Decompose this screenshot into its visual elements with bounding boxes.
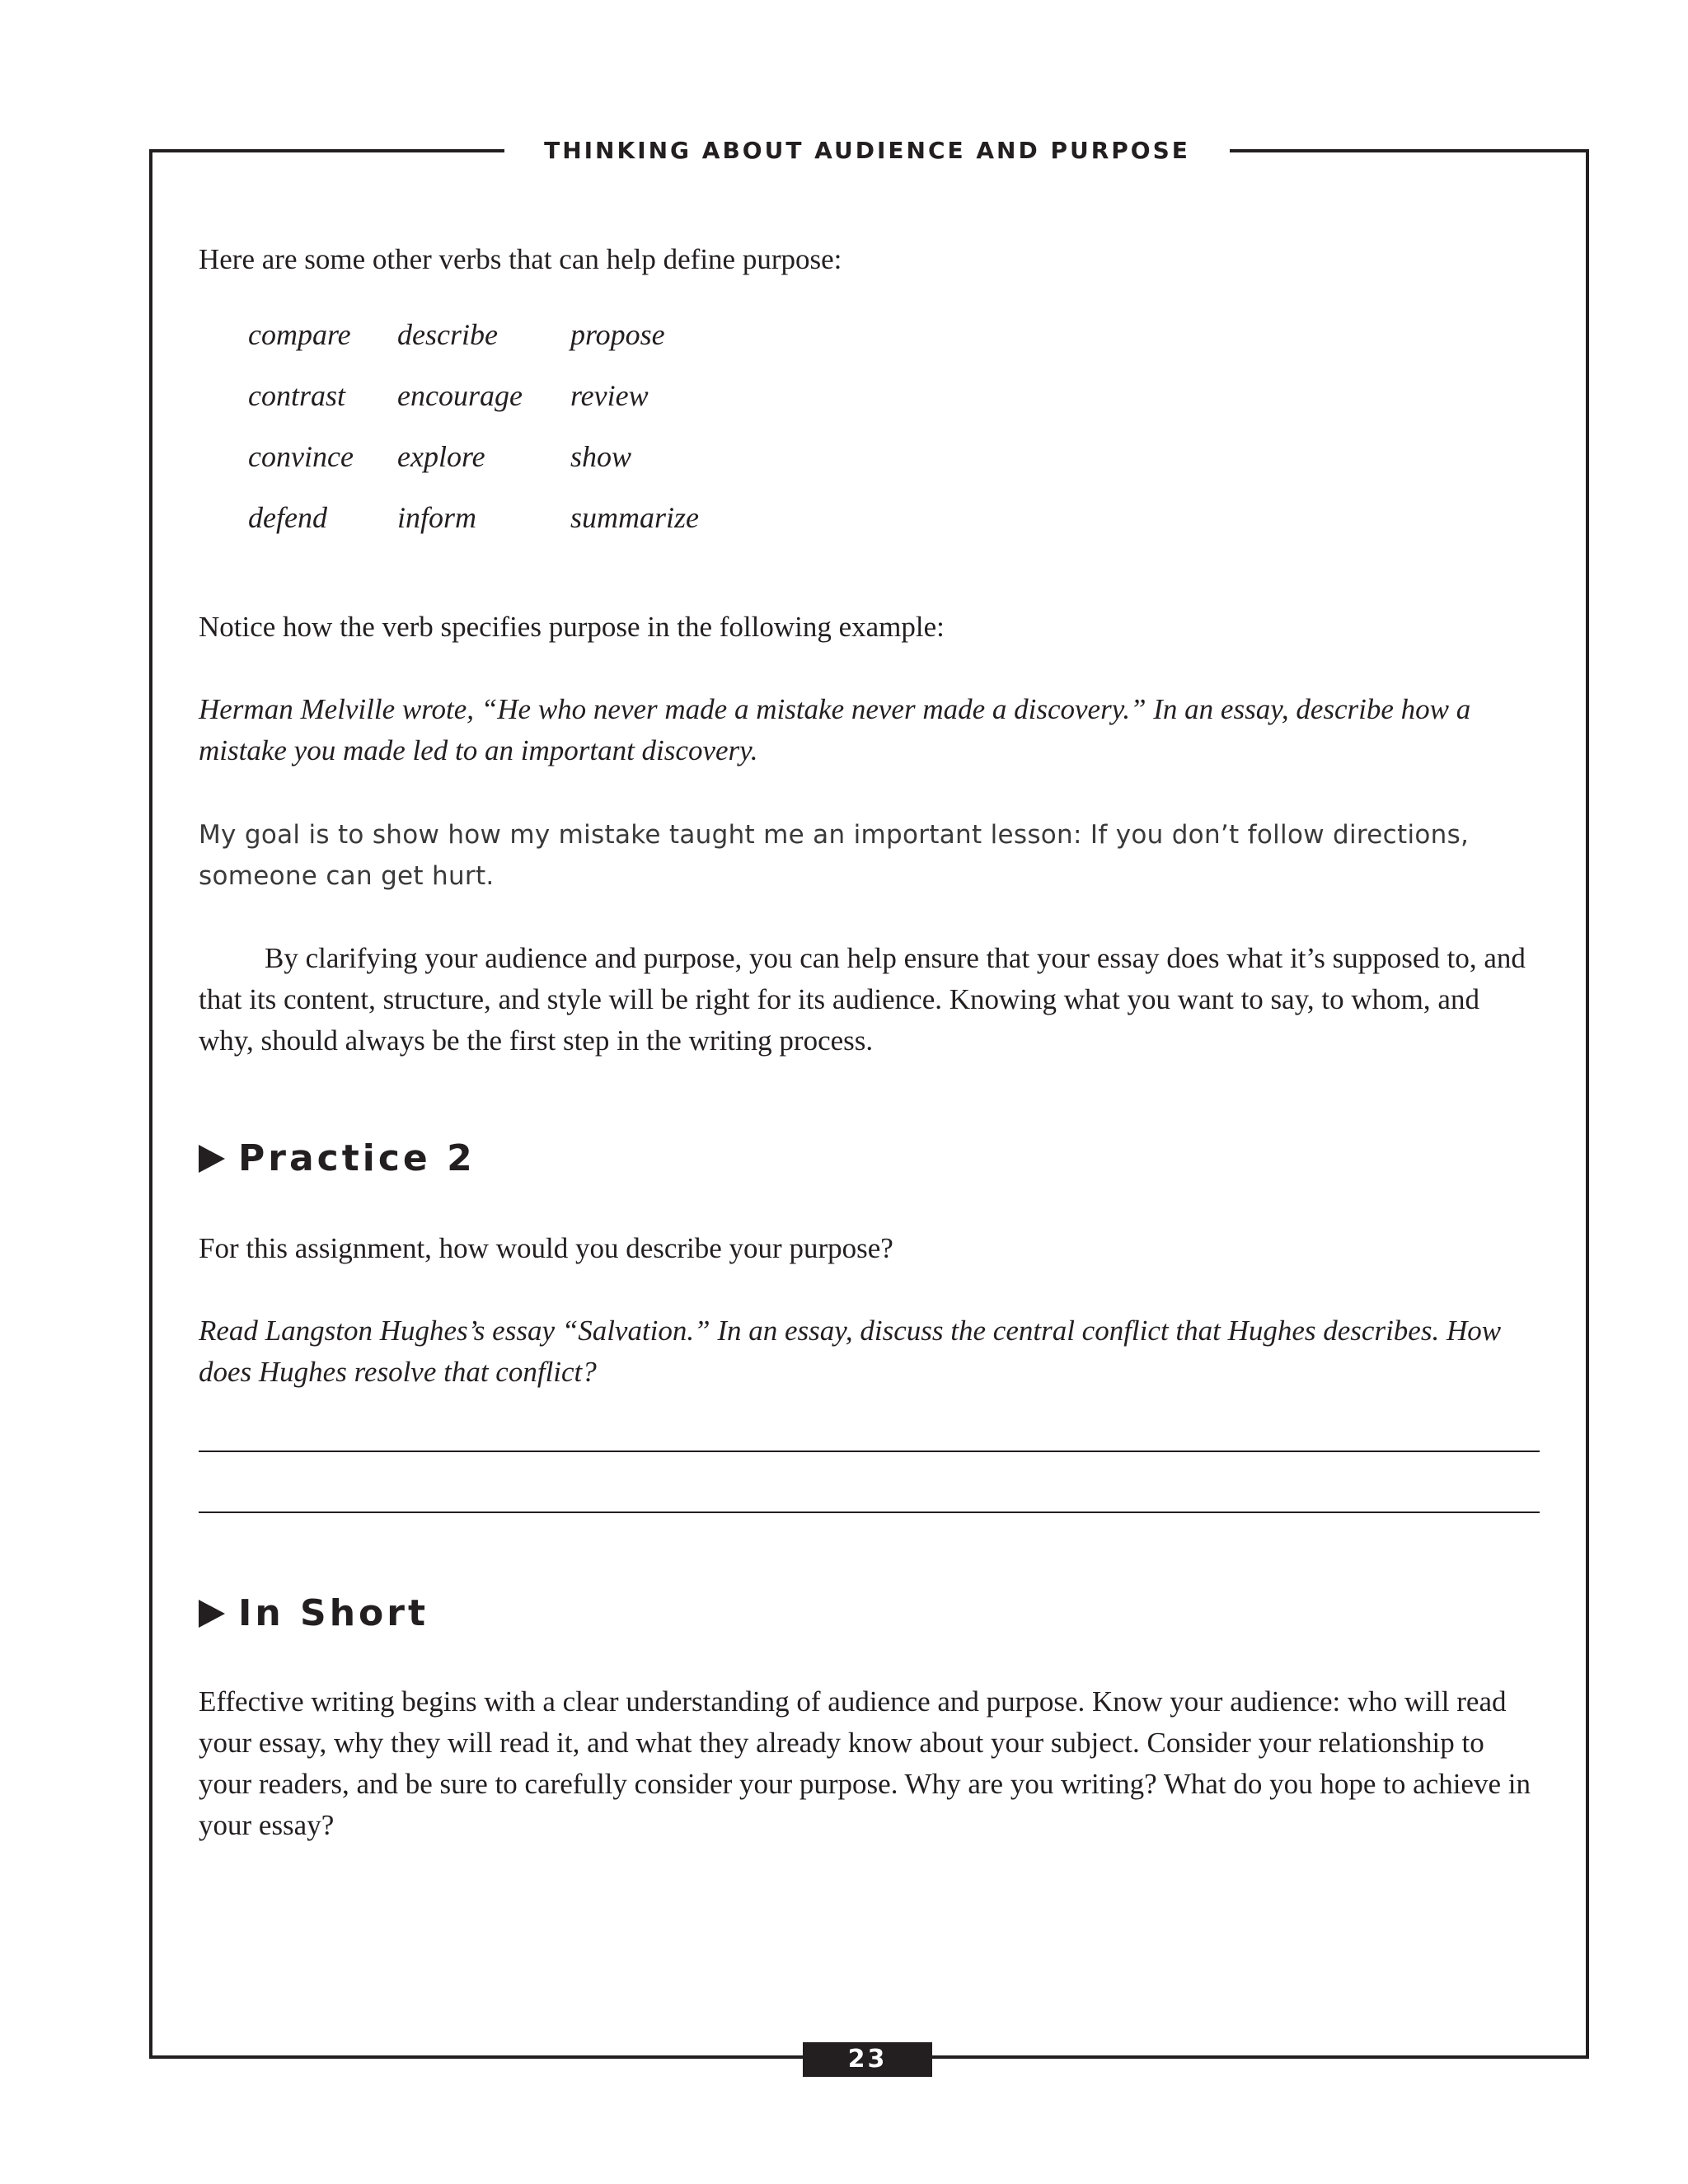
example-goal: My goal is to show how my mistake taught me an important lesson: If you don’t follow directions, someone can get hurt. [199, 820, 1470, 891]
verb: contrast [248, 379, 346, 412]
verb: review [570, 379, 649, 412]
practice-heading [199, 1137, 476, 1179]
answer-line[interactable] [199, 1451, 1540, 1452]
verb: show [570, 440, 632, 473]
verb: compare [248, 318, 351, 351]
verb: inform [397, 501, 477, 534]
practice-question: For this assignment, how would you describe your purpose? [199, 1232, 893, 1264]
triangle-arrow-icon [199, 1145, 225, 1173]
page-number: 23 [803, 2042, 932, 2077]
example-prompt: Herman Melville wrote, “He who never made a mistake never made a discovery.” In an essay, describe how a mistake you made led to an important discovery. [199, 693, 1471, 766]
notice-text: Notice how the verb specifies purpose in the following example: [199, 611, 945, 643]
intro-text: Here are some other verbs that can help define purpose: [199, 243, 842, 275]
clarifying-paragraph: By clarifying your audience and purpose, you can help ensure that your essay does what it’s supposed to, and that its content, structure, and style will be right for its audience. Knowing what you want to say, to whom, and why, should always be the first step in the writing process. [199, 942, 1526, 1057]
answer-line[interactable] [199, 1511, 1540, 1513]
in-short-heading [199, 1592, 429, 1634]
verb: defend [248, 501, 327, 534]
in-short-text: Effective writing begins with a clear understanding of audience and purpose. Know your audience: who will read your essay, why they will read it, and what they already know about your subject. Consider your relationship to your readers, and be sure to carefully consider your purpose. Why are you writing? What do you hope to achieve in your essay? [199, 1685, 1531, 1841]
verb: explore [397, 440, 485, 473]
running-head: THINKING ABOUT AUDIENCE AND PURPOSE [504, 134, 1230, 168]
verb: describe [397, 318, 498, 351]
in-short-heading-label: In Short [238, 1592, 429, 1634]
verb: propose [570, 318, 665, 351]
verb: encourage [397, 379, 523, 412]
verb: summarize [570, 501, 700, 534]
practice-prompt: Read Langston Hughes’s essay “Salvation.” In an essay, discuss the central conflict that Hughes describes. How does Hughes resolve that conflict? [199, 1315, 1502, 1388]
practice-heading-label: Practice 2 [238, 1137, 476, 1179]
verb: convince [248, 440, 354, 473]
triangle-arrow-icon [199, 1600, 225, 1628]
